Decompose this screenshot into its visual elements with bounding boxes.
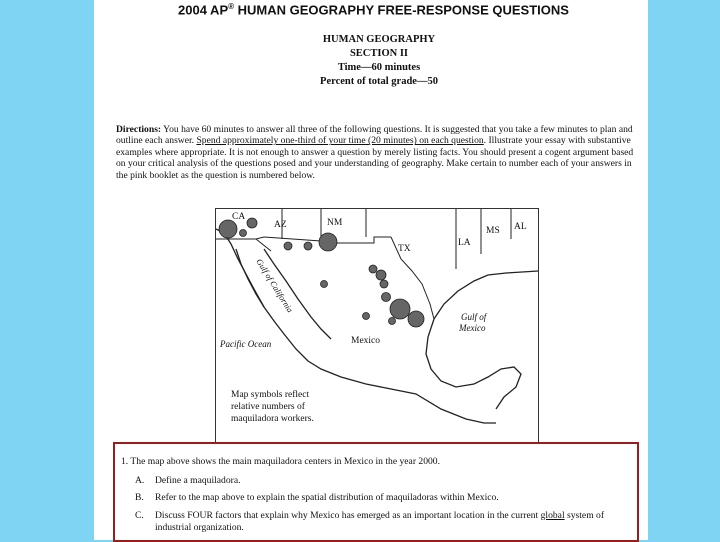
legend-line-2: relative numbers of <box>231 402 305 412</box>
label-tx: TX <box>398 244 411 254</box>
border-az <box>264 237 326 243</box>
part-letter: C. <box>135 510 144 521</box>
part-text <box>155 510 625 534</box>
part-text: Define a maquiladora. <box>155 475 241 486</box>
center-tecate <box>240 230 247 237</box>
center-piedras-negras <box>376 270 386 280</box>
exam-header <box>178 2 598 17</box>
directions-text-2: . Illustrate your essay with substantive examples where appropriate. It is not enough to answer a question by merely listing facts. You should present a cogent argument based on your critical analysis of the questions posed and your understanding of geography. Make certain to number each of your answers in the pink booklet as the question is numbered below. <box>116 135 634 181</box>
section-time: Time—60 minutes <box>337 62 421 73</box>
label-gulf-of-mexico-1: Gulf of <box>461 312 487 322</box>
part-c-emphasis: global <box>540 510 565 521</box>
center-nogales <box>284 242 292 250</box>
directions-lead: Directions: <box>116 124 162 135</box>
part-letter: A. <box>135 475 145 486</box>
label-pacific-ocean: Pacific Ocean <box>220 339 272 349</box>
label-la: LA <box>458 238 471 248</box>
question-stem: 1. The map above shows the main maquiladora centers in Mexico in the year 2000. <box>121 456 440 467</box>
part-letter: B. <box>135 492 144 503</box>
section-heading <box>264 33 494 89</box>
legend-line-1: Map symbols reflect <box>231 390 310 400</box>
center-torreon <box>363 313 370 320</box>
center-agua-prieta <box>304 242 312 250</box>
center-reynosa <box>390 299 410 319</box>
part-c-text-1: Discuss FOUR factors that explain why Mexico has emerged as an important location in the current <box>155 510 541 521</box>
center-tijuana <box>219 220 237 238</box>
directions-paragraph <box>116 124 636 181</box>
center-monterrey <box>382 293 391 302</box>
center-ciudad-juarez <box>319 233 337 251</box>
center-chihuahua <box>321 281 328 288</box>
directions-emphasis: Spend approximately one-third of your time (20 minutes) on each question <box>196 135 484 147</box>
label-mexico: Mexico <box>351 336 381 346</box>
part-c-text-2: system of industrial organization. <box>155 510 605 533</box>
label-al: AL <box>514 222 527 232</box>
center-mexicali <box>247 218 257 228</box>
center-matamoros <box>408 311 424 327</box>
exam-year: 2004 AP <box>178 2 229 18</box>
center-nuevo-laredo <box>380 280 388 288</box>
label-az: AZ <box>274 220 287 230</box>
directions-text-1: You have 60 minutes to answer all three of the following questions. It is suggested that you take a few minutes to plan and outline each answer. <box>116 124 633 147</box>
question-box <box>113 442 639 542</box>
label-ca: CA <box>232 212 246 222</box>
map-graphic <box>216 209 538 443</box>
us-mexico-border-west <box>216 237 264 239</box>
maquiladora-map <box>215 208 539 444</box>
section-weight: Percent of total grade—50 <box>320 76 438 87</box>
exam-title: HUMAN GEOGRAPHY FREE-RESPONSE QUESTIONS <box>237 2 569 18</box>
section-name: SECTION II <box>349 48 409 59</box>
label-nm: NM <box>327 218 343 228</box>
center-saltillo <box>389 318 396 325</box>
center-ojinaga <box>369 265 377 273</box>
part-text: Refer to the map above to explain the spatial distribution of maquiladoras within Mexico. <box>155 492 499 503</box>
label-gulf-of-mexico-2: Mexico <box>459 323 486 333</box>
border-bc <box>256 239 271 251</box>
label-ms: MS <box>486 226 500 236</box>
exam-page <box>94 0 648 540</box>
legend-line-3: maquiladora workers. <box>231 414 314 424</box>
section-subject: HUMAN GEOGRAPHY <box>322 34 436 45</box>
gulf-of-california-coast <box>264 249 331 339</box>
registered-mark: ® <box>228 2 235 11</box>
map-legend <box>231 389 314 424</box>
label-gulf-of-california: Gulf of California <box>254 256 296 315</box>
